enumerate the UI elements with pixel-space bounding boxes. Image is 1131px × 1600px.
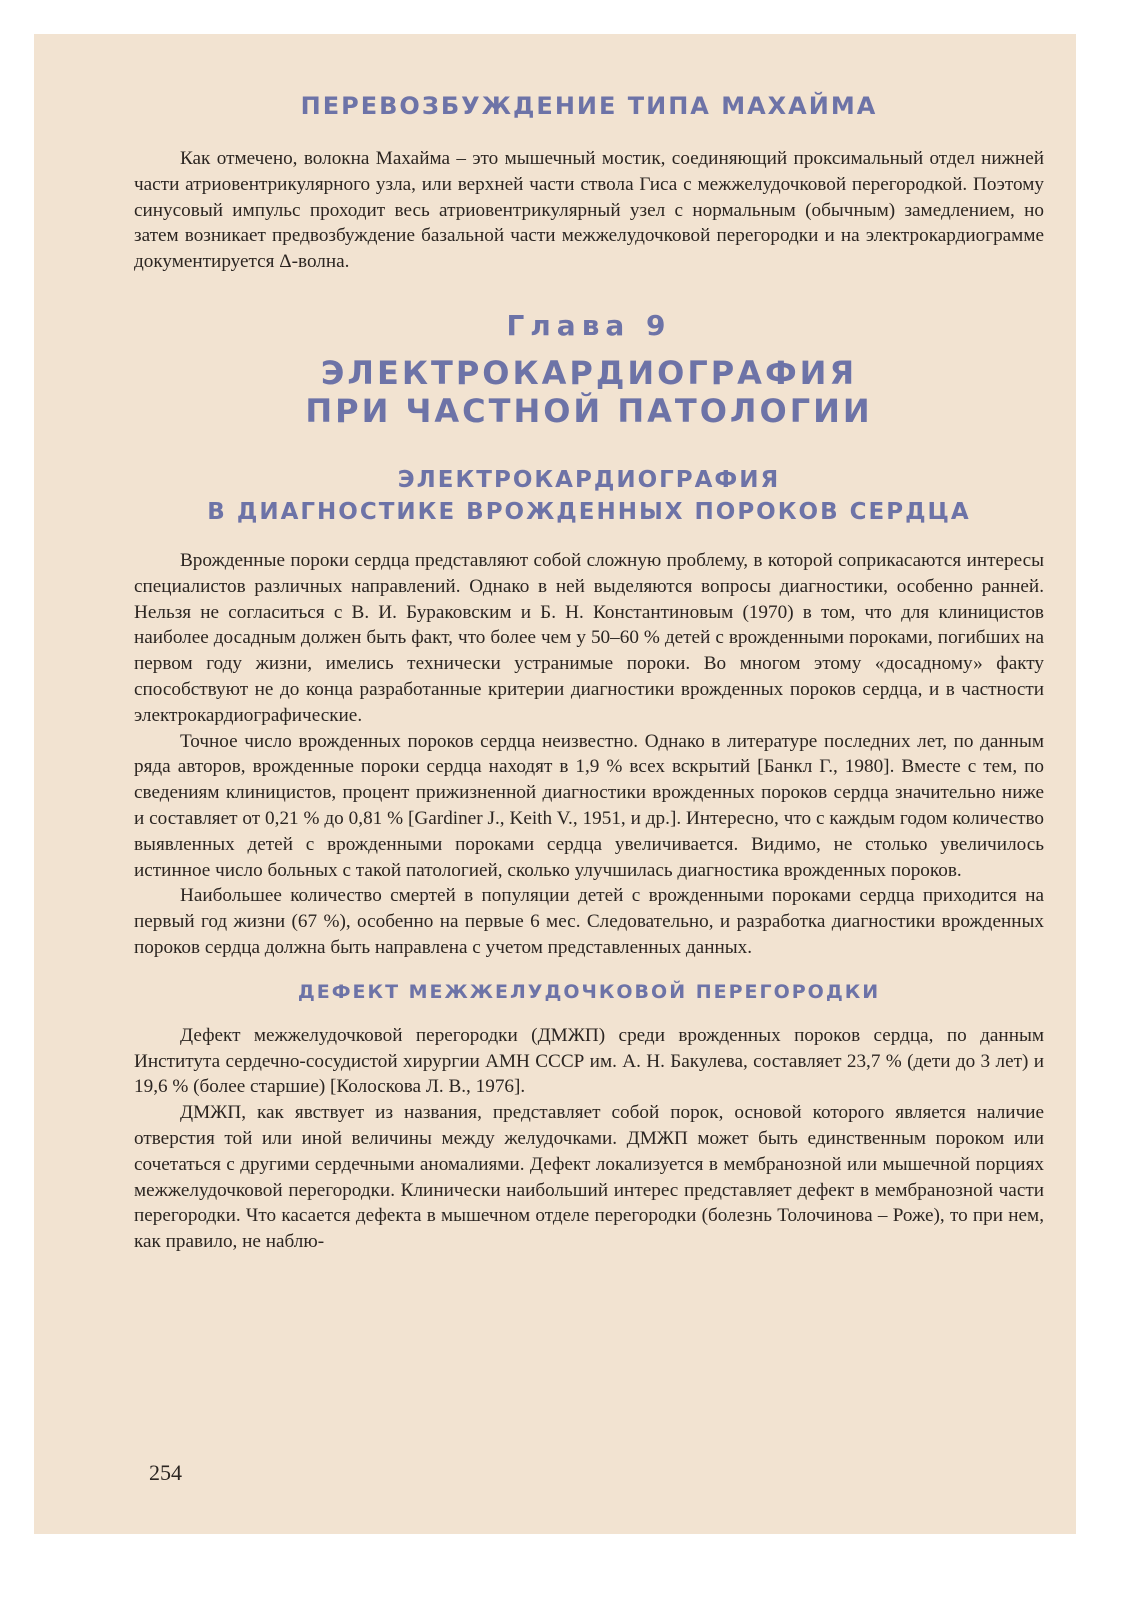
page-content — [134, 92, 1044, 1255]
subchapter-title-line-2: В ДИАГНОСТИКЕ ВРОЖДЕННЫХ ПОРОКОВ СЕРДЦА — [207, 498, 971, 525]
chapter-number: Глава 9 — [506, 308, 672, 342]
subchapter-title-line-1: ЭЛЕКТРОКАРДИОГРАФИЯ — [397, 466, 781, 493]
subchapter-title — [134, 464, 1044, 528]
body-paragraph: Наибольшее количество смертей в популяции детей с врожденными пороками сердца приходится на первый год жизни (67 %), особенно на первые 6 мес. Следовательно, и разработка диагностики врожденных пороков сердца должна быть направлена с учетом представленных данных. — [134, 885, 1044, 958]
chapter-title-line-2: ПРИ ЧАСТНОЙ ПАТОЛОГИИ — [305, 391, 873, 430]
section-heading: ПЕРЕВОЗБУЖДЕНИЕ ТИПА МАХАЙМА — [300, 92, 878, 120]
chapter-title-line-1: ЭЛЕКТРОКАРДИОГРАФИЯ — [320, 353, 858, 392]
page-number: 254 — [149, 1460, 182, 1485]
body-paragraph: Врожденные пороки сердца представляют собой сложную проблему, в которой соприкасаются интересы специалистов различных направлений. Однако в ней выделяются вопросы диагностики, особенно ранней. Нельзя не согласиться с В. И. Бураковским и Б. Н. Константиновым (1970) в том, что для клиницистов наиболее досадным должен быть факт, что более чем у 50–60 % детей с врожденными пороками, погибших на первом году жизни, имелись технически устранимые пороки. Во многом этому «досадному» факту способствуют не до конца разработанные критерии диагностики врожденных пороков сердца, и в частности электрокардиографические. — [134, 549, 1044, 726]
defect-heading: ДЕФЕКТ МЕЖЖЕЛУДОЧКОВОЙ ПЕРЕГОРОДКИ — [297, 980, 881, 1003]
book-page — [34, 34, 1076, 1534]
defect-paragraph: Дефект межжелудочковой перегородки (ДМЖП) среди врожденных пороков сердца, по данным Института сердечно-сосудистой хирургии АМН СССР им. А. Н. Бакулева, составляет 23,7 % (дети до 3 лет) и 19,6 % (более старшие) [Колоскова Л. В., 1976]. — [134, 1024, 1044, 1098]
defect-paragraph: ДМЖП, как явствует из названия, представляет собой порок, основой которого является наличие отверстия той или иной величины между желудочками. ДМЖП может быть единственным пороком или сочетаться с другими сердечными аномалиями. Дефект локализуется в мембранозной или мышечной порциях межжелудочковой перегородки. Клинически наибольший интерес представляет дефект в мембранозной части перегородки. Что касается дефекта в мышечном отделе перегородки (болезнь Толочинова – Роже), то при нем, как правило, не наблю- — [134, 1102, 1044, 1253]
intro-paragraph: Как отмечено, волокна Махайма – это мышечный мостик, соединяющий проксимальный отдел нижней части атриовентрикулярного узла, или верхней части ствола Гиса с межжелудочковой перегородкой. Поэтому синусовый импульс проходит весь атриовентрикулярный узел с нормальным (обычным) замедлением, но затем возникает предвозбуждение базальной части межжелудочковой перегородки и на электрокардиограмме документируется Δ-волна. — [134, 148, 1044, 273]
chapter-title — [134, 354, 1044, 430]
body-paragraph: Точное число врожденных пороков сердца неизвестно. Однако в литературе последних лет, по данным ряда авторов, врожденные пороки сердца находят в 1,9 % всех вскрытий [Банкл Г., 1980]. Вместе с тем, по сведениям клиницистов, процент прижизненной диагностики врожденных пороков сердца значительно ниже и составляет от 0,21 % до 0,81 % [Gardiner J., Keith V., 1951, и др.]. Интересно, что с каждым годом количество выявленных детей с врожденными пороками сердца увеличивается. Видимо, не столько увеличилось истинное число больных с такой патологией, сколько улучшилась диагностика врожденных пороков. — [134, 730, 1044, 881]
